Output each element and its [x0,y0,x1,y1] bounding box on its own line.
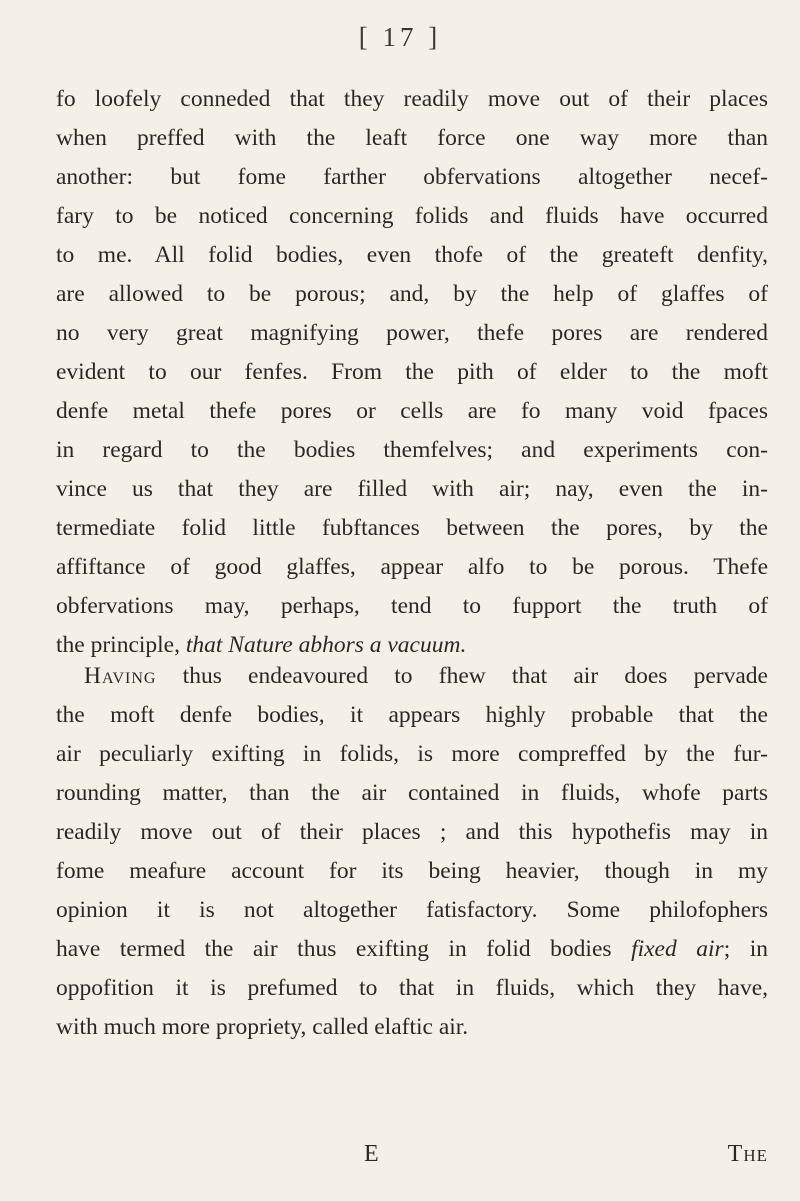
catchword: The [727,1141,768,1167]
fixed-air-suffix: ; in [723,936,769,962]
text-line: another: but fome farther obfervations altogether necef- [56,164,768,190]
text-line: fo loofely conneded that they readily move out of their places [56,86,768,112]
paragraph-2 [56,657,768,1047]
text-line: termediate folid little fubftances between the pores, by the [56,515,768,541]
italic-maxim: that Nature abhors a vacuum. [185,632,467,658]
text-line: denfe metal thefe pores or cells are fo many void fpaces [56,398,768,424]
opening-word: Having [84,663,157,689]
text-line: obfervations may, perhaps, tend to fupport the truth of [56,593,768,619]
text-line: in regard to the bodies themfelves; and experiments con- [56,437,768,463]
text-line-first [56,657,768,696]
text-line: are allowed to be porous; and, by the help of glaffes of [56,281,768,307]
page-footer [56,1141,768,1181]
text-line: opinion it is not altogether fatisfactory. Some philofophers [56,897,768,923]
text-line: no very great magnifying power, thefe pores are rendered [56,320,768,346]
opening-rest: thus endeavoured to fhew that air does pervade [156,663,768,689]
text-line: vince us that they are filled with air; nay, even the in- [56,476,768,502]
text-line: oppofition it is prefumed to that in fluids, which they have, [56,975,768,1001]
principle-prefix: the principle, [56,632,186,658]
fixed-air-prefix: have termed the air thus exifting in folid bodies [56,936,632,962]
text-line: to me. All folid bodies, even thofe of the greateft denfity, [56,242,768,268]
text-line: evident to our fenfes. From the pith of elder to the moft [56,359,768,385]
text-line [56,930,768,969]
page-number-header: [ 17 ] [358,22,442,52]
text-line: readily move out of their places ; and this hypothefis may in [56,819,768,845]
text-line-last: with much more propriety, called elaftic air. [56,1014,469,1040]
text-line: air peculiarly exifting in folids, is more compreffed by the fur- [56,741,768,767]
text-line: the moft denfe bodies, it appears highly probable that the [56,702,768,728]
text-line: rounding matter, than the air contained in fluids, whofe parts [56,780,768,806]
text-line: fary to be noticed concerning folids and fluids have occurred [56,203,768,229]
signature-mark: E [364,1141,379,1167]
paragraph-1 [56,80,768,665]
text-line: when preffed with the leaft force one way more than [56,125,768,151]
text-line: affiftance of good glaffes, appear alfo to be porous. Thefe [56,554,768,580]
text-line: fome meafure account for its being heavier, though in my [56,858,768,884]
italic-fixed-air: fixed air [631,936,724,962]
